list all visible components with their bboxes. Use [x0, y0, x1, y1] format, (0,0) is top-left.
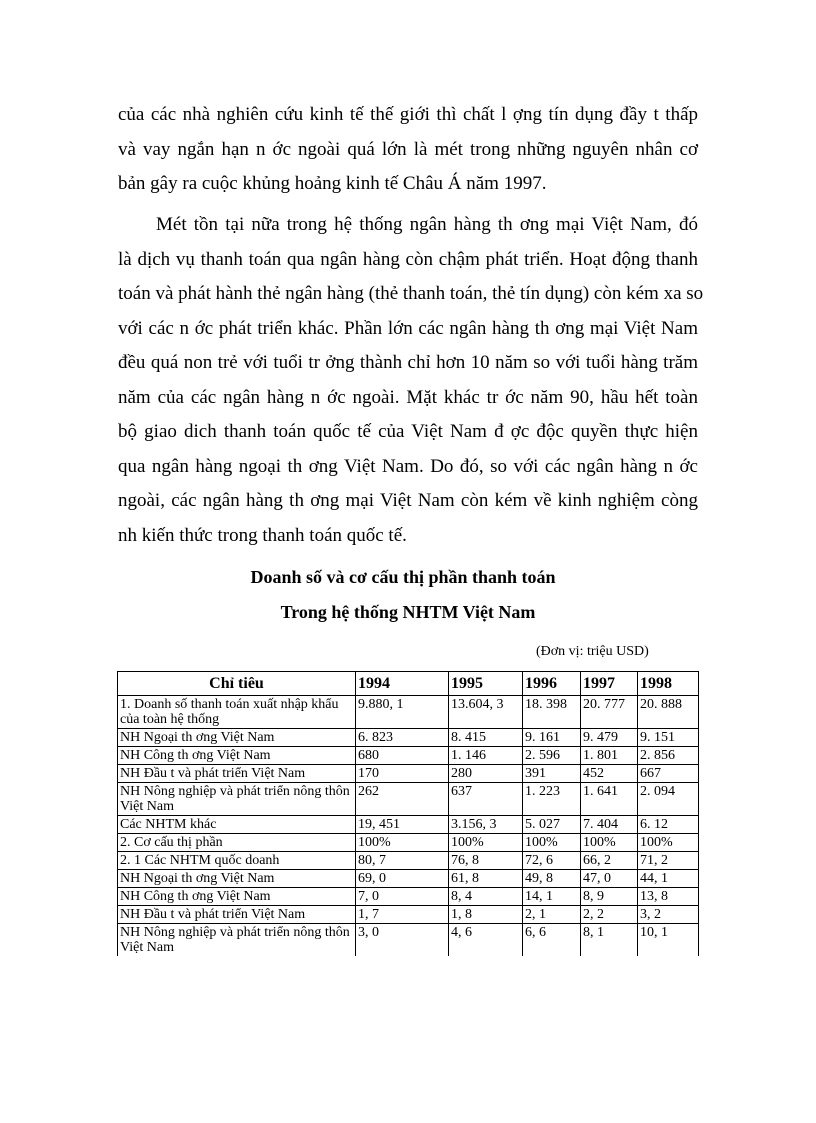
- table-row: [118, 852, 699, 870]
- value-cell: 71, 2: [638, 852, 699, 870]
- value-cell: 66, 2: [581, 852, 638, 870]
- text-line: của các nhà nghiên cứu kinh tế thế giới thì chất l ợng tín dụng đầy t thấp: [118, 104, 698, 125]
- text-line: năm của các ngân hàng n ớc ngoài. Mặt khác tr ớc năm 90, hầu hết toàn: [118, 386, 698, 408]
- value-cell: 2. 094: [638, 783, 699, 816]
- table-row: [118, 765, 699, 783]
- table-subtitle: Trong hệ thống NHTM Việt Nam: [280, 602, 536, 622]
- table-row: [118, 834, 699, 852]
- value-cell: 8. 415: [449, 729, 523, 747]
- row-label-cell: Các NHTM khác: [118, 816, 356, 834]
- value-cell: 61, 8: [449, 870, 523, 888]
- value-cell: 100%: [523, 834, 581, 852]
- value-cell: 1. 146: [449, 747, 523, 765]
- value-cell: 100%: [581, 834, 638, 852]
- header-cell: 1995: [449, 672, 523, 696]
- value-cell: 8, 9: [581, 888, 638, 906]
- table-row: [118, 888, 699, 906]
- header-cell: 1998: [638, 672, 699, 696]
- table-row: [118, 816, 699, 834]
- value-cell: 1. 223: [523, 783, 581, 816]
- value-cell: 13, 8: [638, 888, 699, 906]
- value-cell: 2. 596: [523, 747, 581, 765]
- value-cell: 280: [449, 765, 523, 783]
- header-cell: Chỉ tiêu: [118, 672, 356, 696]
- row-label-cell: NH Ngoại th ơng Việt Nam: [118, 729, 356, 747]
- value-cell: 100%: [638, 834, 699, 852]
- row-label-cell: NH Đầu t và phát triển Việt Nam: [118, 765, 356, 783]
- header-cell: 1996: [523, 672, 581, 696]
- text-line: đều quá non trẻ với tuổi tr ởng thành chỉ hơn 10 năm so với tuổi hàng trăm: [118, 352, 698, 373]
- value-cell: 1. 641: [581, 783, 638, 816]
- value-cell: 100%: [449, 834, 523, 852]
- value-cell: 391: [523, 765, 581, 783]
- table-row: [118, 696, 699, 729]
- table-title: Doanh số và cơ cấu thị phần thanh toán: [250, 567, 556, 587]
- value-cell: 637: [449, 783, 523, 816]
- row-label-cell: NH Nông nghiệp và phát triển nông thôn Việt Nam: [118, 783, 356, 816]
- table-row: [118, 924, 699, 957]
- value-cell: 6, 6: [523, 924, 581, 957]
- value-cell: 44, 1: [638, 870, 699, 888]
- value-cell: 262: [356, 783, 449, 816]
- unit-note: (Đơn vị: triệu USD): [536, 644, 649, 659]
- paragraph-2: [118, 208, 704, 553]
- value-cell: 6. 12: [638, 816, 699, 834]
- text-line: với các n ớc phát triển khác. Phần lớn các ngân hàng th ơng mại Việt Nam: [118, 317, 698, 339]
- value-cell: 2, 1: [523, 906, 581, 924]
- table-row: [118, 747, 699, 765]
- header-cell: 1997: [581, 672, 638, 696]
- value-cell: 170: [356, 765, 449, 783]
- row-label-cell: NH Ngoại th ơng Việt Nam: [118, 870, 356, 888]
- value-cell: 100%: [356, 834, 449, 852]
- value-cell: 14, 1: [523, 888, 581, 906]
- value-cell: 1, 8: [449, 906, 523, 924]
- value-cell: 9. 161: [523, 729, 581, 747]
- value-cell: 18. 398: [523, 696, 581, 729]
- row-label-cell: 1. Doanh số thanh toán xuất nhập khẩu của toàn hệ thống: [118, 696, 356, 729]
- text-line: Mét tồn tại nữa trong hệ thống ngân hàng th ơng mại Việt Nam, đó: [156, 214, 698, 235]
- value-cell: 680: [356, 747, 449, 765]
- value-cell: 3, 2: [638, 906, 699, 924]
- value-cell: 8, 1: [581, 924, 638, 957]
- value-cell: 49, 8: [523, 870, 581, 888]
- value-cell: 2. 856: [638, 747, 699, 765]
- row-label-cell: NH Đầu t và phát triển Việt Nam: [118, 906, 356, 924]
- text-line: và vay ngắn hạn n ớc ngoài quá lớn là mét trong những nguyên nhân cơ: [118, 138, 698, 160]
- value-cell: 8, 4: [449, 888, 523, 906]
- value-cell: 667: [638, 765, 699, 783]
- row-label-cell: NH Công th ơng Việt Nam: [118, 888, 356, 906]
- value-cell: 6. 823: [356, 729, 449, 747]
- value-cell: 20. 777: [581, 696, 638, 729]
- value-cell: 7. 404: [581, 816, 638, 834]
- row-label-cell: NH Công th ơng Việt Nam: [118, 747, 356, 765]
- value-cell: 13.604, 3: [449, 696, 523, 729]
- table-header-row: [118, 672, 699, 696]
- text-line: ngoài, các ngân hàng th ơng mại Việt Nam còn kém về kinh nghiệm còng: [118, 490, 698, 511]
- table-row: [118, 783, 699, 816]
- text-line: toán và phát hành thẻ ngân hàng (thẻ thanh toán, thẻ tín dụng) còn kém xa so: [118, 283, 704, 304]
- value-cell: 69, 0: [356, 870, 449, 888]
- text-line: bộ giao dich thanh toán quốc tế của Việt Nam đ ợc độc quyền thực hiện: [118, 421, 698, 442]
- value-cell: 5. 027: [523, 816, 581, 834]
- value-cell: 1. 801: [581, 747, 638, 765]
- value-cell: 9.880, 1: [356, 696, 449, 729]
- value-cell: 72, 6: [523, 852, 581, 870]
- value-cell: 3.156, 3: [449, 816, 523, 834]
- table-row: [118, 729, 699, 747]
- table-row: [118, 870, 699, 888]
- value-cell: 452: [581, 765, 638, 783]
- row-label-cell: NH Nông nghiệp và phát triển nông thôn Việt Nam: [118, 924, 356, 957]
- row-label-cell: 2. Cơ cấu thị phần: [118, 834, 356, 852]
- table-row: [118, 906, 699, 924]
- text-line: bản gây ra cuộc khủng hoảng kinh tế Châu Á năm 1997.: [118, 173, 547, 194]
- value-cell: 4, 6: [449, 924, 523, 957]
- data-table: [117, 671, 699, 956]
- value-cell: 9. 479: [581, 729, 638, 747]
- value-cell: 7, 0: [356, 888, 449, 906]
- text-line: nh kiến thức trong thanh toán quốc tế.: [118, 524, 407, 546]
- paragraph-1: [118, 98, 698, 202]
- value-cell: 1, 7: [356, 906, 449, 924]
- value-cell: 20. 888: [638, 696, 699, 729]
- value-cell: 2, 2: [581, 906, 638, 924]
- row-label-cell: 2. 1 Các NHTM quốc doanh: [118, 852, 356, 870]
- value-cell: 19, 451: [356, 816, 449, 834]
- value-cell: 47, 0: [581, 870, 638, 888]
- header-cell: 1994: [356, 672, 449, 696]
- value-cell: 76, 8: [449, 852, 523, 870]
- value-cell: 80, 7: [356, 852, 449, 870]
- value-cell: 10, 1: [638, 924, 699, 957]
- value-cell: 3, 0: [356, 924, 449, 957]
- text-line: là dịch vụ thanh toán qua ngân hàng còn chậm phát triển. Hoạt động thanh: [118, 248, 698, 270]
- value-cell: 9. 151: [638, 729, 699, 747]
- text-line: qua ngân hàng ngoại th ơng Việt Nam. Do đó, so với các ngân hàng n ớc: [118, 455, 698, 477]
